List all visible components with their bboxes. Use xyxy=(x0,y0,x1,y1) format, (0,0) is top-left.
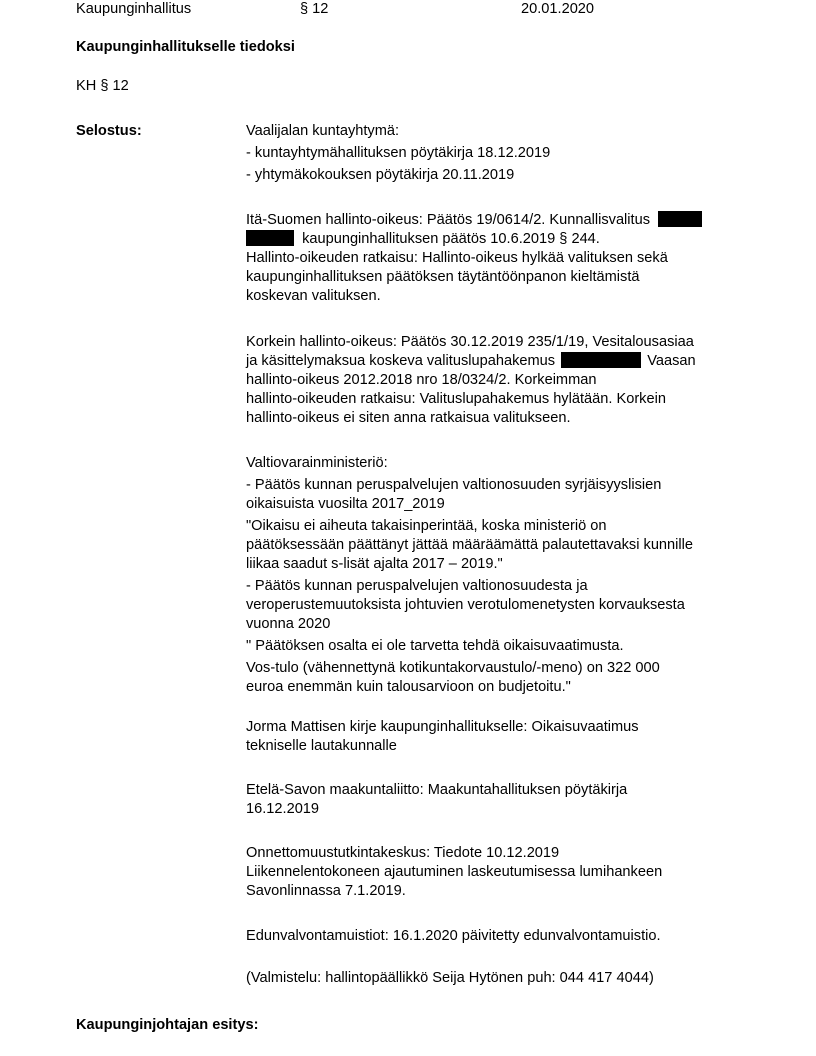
otkes-line-1: Onnettomuustutkintakeskus: Tiedote 10.12.2019 xyxy=(246,845,560,861)
vm-line-9: vuonna 2020 xyxy=(246,616,331,632)
ita-suomi-line-2-text: kaupunginhallituksen päätös 10.6.2019 § 244. xyxy=(302,231,600,247)
item-mattinen xyxy=(246,718,746,756)
item-maakuntaliitto xyxy=(246,781,746,819)
kho-line-5: hallinto-oikeus ei siten anna ratkaisua valitukseen. xyxy=(246,410,571,426)
selostus-label: Selostus: xyxy=(76,123,142,139)
ita-suomi-line-2 xyxy=(246,230,746,249)
maakuntaliitto-line-2: 16.12.2019 xyxy=(246,801,320,817)
item-edunvalvonta xyxy=(246,927,746,946)
vaalijala-line-3: - yhtymäkokouksen pöytäkirja 20.11.2019 xyxy=(246,167,515,183)
item-ita-suomi xyxy=(246,211,746,306)
valmistelu-line-1: (Valmistelu: hallintopäällikkö Seija Hytönen puh: 044 417 4044) xyxy=(246,970,654,986)
vm-line-8: veroperustemuutoksista johtuvien verotulomenetysten korvauksesta xyxy=(246,597,685,613)
vm-line-1: Valtiovarainministeriö: xyxy=(246,455,388,471)
document-title: Kaupunginhallitukselle tiedoksi xyxy=(76,39,295,55)
mattinen-line-2: tekniselle lautakunnalle xyxy=(246,738,397,754)
header-section: § 12 xyxy=(300,1,329,17)
kho-line-1: Korkein hallinto-oikeus: Päätös 30.12.2019 235/1/19, Vesitalousasiaa xyxy=(246,334,694,350)
item-otkes xyxy=(246,844,746,901)
maakuntaliitto-line-1: Etelä-Savon maakuntaliitto: Maakuntahallituksen pöytäkirja xyxy=(246,782,628,798)
kho-line-2b-text: Vaasan xyxy=(647,353,696,369)
ita-suomi-line-4: kaupunginhallituksen päätöksen täytäntöönpanon kieltämistä xyxy=(246,269,640,285)
kho-line-4: hallinto-oikeuden ratkaisu: Valituslupahakemus hylätään. Korkein xyxy=(246,391,666,407)
vm-line-5: päätöksessään päättänyt jättää määräämättä palautettavaksi kunnille xyxy=(246,537,694,553)
vm-line-7: - Päätös kunnan peruspalvelujen valtionosuudesta ja xyxy=(246,578,588,594)
vm-line-4: "Oikaisu ei aiheuta takaisinperintää, koska ministeriö on xyxy=(246,518,607,534)
redaction-block xyxy=(658,211,702,227)
item-valmistelu xyxy=(246,969,746,988)
vm-line-10: " Päätöksen osalta ei ole tarvetta tehdä oikaisuvaatimusta. xyxy=(246,638,624,654)
ita-suomi-line-1 xyxy=(246,211,746,230)
item-kho xyxy=(246,333,746,428)
vm-line-3: oikaisuista vuosilta 2017_2019 xyxy=(246,496,445,512)
vaalijala-line-2: - kuntayhtymähallituksen pöytäkirja 18.12.2019 xyxy=(246,145,551,161)
kho-line-3: hallinto-oikeus 2012.2018 nro 18/0324/2. Korkeimman xyxy=(246,372,597,388)
esitys-label: Kaupunginjohtajan esitys: xyxy=(76,1017,259,1033)
mattinen-line-1: Jorma Mattisen kirje kaupunginhallitukselle: Oikaisuvaatimus xyxy=(246,719,639,735)
kho-line-2a-text: ja käsittelymaksua koskeva valituslupahakemus xyxy=(246,353,556,369)
vaalijala-line-1: Vaalijalan kuntayhtymä: xyxy=(246,123,400,139)
ita-suomi-line-5: koskevan valituksen. xyxy=(246,288,381,304)
redaction-block xyxy=(246,230,294,246)
vm-line-11: Vos-tulo (vähennettynä kotikuntakorvaustulo/-meno) on 322 000 xyxy=(246,660,660,676)
redaction-block xyxy=(561,352,641,368)
header-organ: Kaupunginhallitus xyxy=(76,1,192,17)
vm-line-12: euroa enemmän kuin talousarvioon on budjetoitu." xyxy=(246,679,571,695)
otkes-line-2: Liikennelentokoneen ajautuminen laskeutumisessa lumihankeen xyxy=(246,864,663,880)
item-vm xyxy=(246,454,746,697)
ita-suomi-line-3: Hallinto-oikeuden ratkaisu: Hallinto-oikeus hylkää valituksen sekä xyxy=(246,250,668,266)
otkes-line-3: Savonlinnassa 7.1.2019. xyxy=(246,883,406,899)
edunvalvonta-line-1: Edunvalvontamuistiot: 16.1.2020 päivitetty edunvalvontamuistio. xyxy=(246,928,661,944)
item-vaalijala xyxy=(246,122,746,185)
kho-line-2 xyxy=(246,352,746,371)
vm-line-2: - Päätös kunnan peruspalvelujen valtionosuuden syrjäisyyslisien xyxy=(246,477,662,493)
header-date: 20.01.2020 xyxy=(521,1,595,17)
section-reference: KH § 12 xyxy=(76,78,129,94)
vm-line-6: liikaa saadut s-lisät ajalta 2017 – 2019." xyxy=(246,556,503,572)
ita-suomi-line-1-text: Itä-Suomen hallinto-oikeus: Päätös 19/0614/2. Kunnallisvalitus xyxy=(246,212,651,228)
